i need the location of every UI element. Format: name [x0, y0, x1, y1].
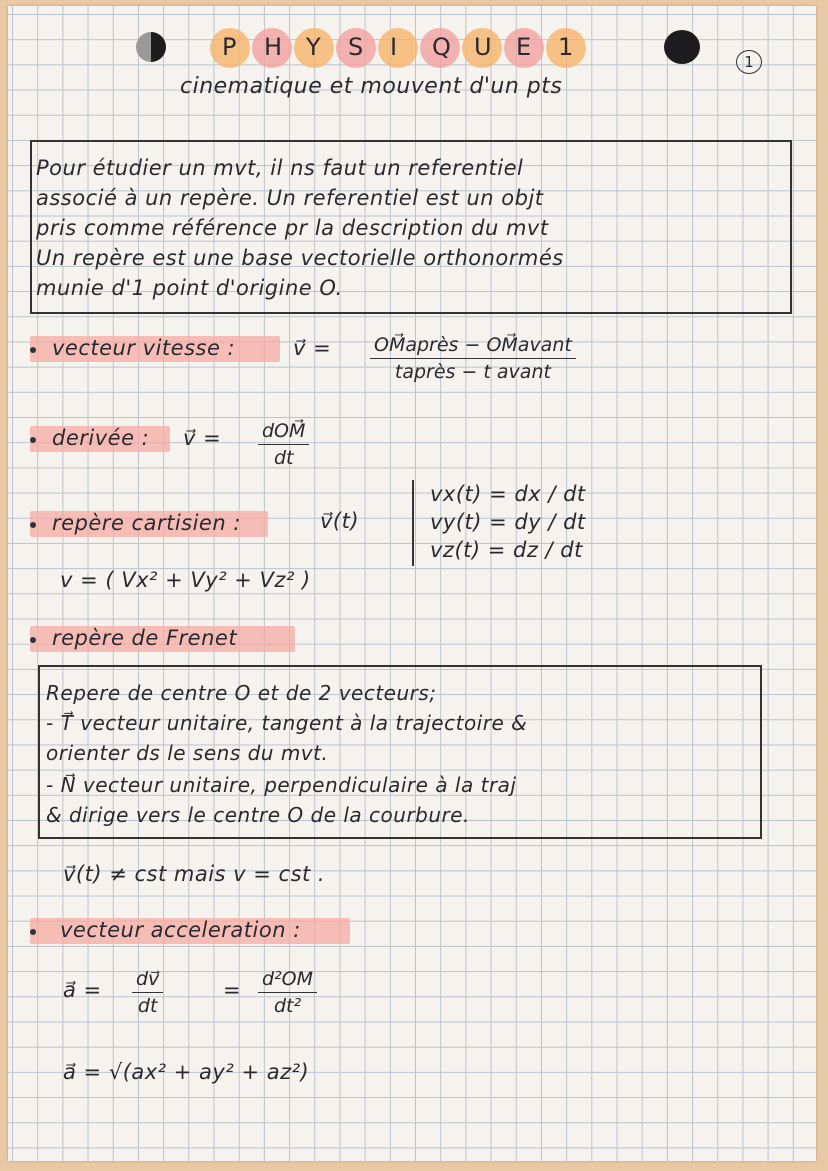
half-moon-icon: [136, 32, 166, 62]
page-subtitle: cinematique et mouvent d'un pts: [180, 74, 563, 99]
section-label-derivee: derivée :: [52, 426, 150, 450]
component-vy: vy(t) = dy / dt: [430, 510, 586, 534]
section-label-vitesse: vecteur vitesse :: [52, 336, 236, 360]
intro-line: associé à un repère. Un referentiel est un objt: [36, 186, 544, 210]
page-number-circle: [736, 50, 762, 74]
component-vx: vx(t) = dx / dt: [430, 482, 586, 506]
intro-line: pris comme référence pr la description du mvt: [36, 216, 549, 240]
title-letter: 1: [558, 33, 574, 61]
section-label-acceleration: vecteur acceleration :: [60, 918, 301, 942]
bullet: [30, 637, 36, 643]
title-letter: E: [516, 33, 532, 61]
title-letter: P: [222, 33, 237, 61]
title-letter: S: [348, 33, 364, 61]
intro-line: Un repère est une base vectorielle orthonormés: [36, 246, 564, 270]
bullet: [30, 929, 36, 935]
title-letter: I: [390, 33, 398, 61]
bullet: [30, 347, 36, 353]
acceleration-numerator-1: dv⃗: [132, 968, 163, 993]
title-letter: Y: [306, 33, 321, 61]
frenet-line: orienter ds le sens du mvt.: [46, 741, 329, 765]
bullet: [30, 437, 36, 443]
derivee-denominator: dt: [273, 447, 294, 469]
intro-line: munie d'1 point d'origine O.: [36, 276, 343, 300]
page-number: 1: [744, 53, 754, 71]
black-circle-icon: [664, 30, 700, 64]
graph-paper-page: [8, 6, 816, 1161]
acceleration-denominator-1: dt: [137, 995, 158, 1017]
intro-definition-box: [30, 140, 792, 314]
bullet: [30, 522, 36, 528]
brace-line: [412, 480, 414, 566]
acceleration-numerator-2: d²OM: [258, 968, 317, 993]
acceleration-denominator-2: dt²: [273, 995, 302, 1017]
frenet-note: v⃗(t) ≠ cst mais v = cst .: [63, 862, 326, 886]
section-label-frenet: repère de Frenet: [52, 626, 238, 650]
derivee-lhs: v⃗ =: [183, 426, 222, 450]
cartesien-lhs: v⃗(t): [320, 509, 360, 533]
derivee-fraction: [258, 420, 309, 469]
frenet-line: - N⃗ vecteur unitaire, perpendiculaire à la traj: [46, 773, 517, 797]
frenet-line: - T⃗ vecteur unitaire, tangent à la trajectoire &: [46, 711, 528, 735]
vitesse-lhs: v⃗ =: [293, 336, 332, 360]
frenet-line: Repere de centre O et de 2 vecteurs;: [46, 681, 437, 705]
vitesse-fraction: [370, 334, 576, 383]
acceleration-norm: a⃗ = √(ax² + ay² + az²): [63, 1060, 310, 1084]
vitesse-numerator: OM⃗après − OM⃗avant: [370, 334, 576, 359]
frenet-definition-box: [38, 665, 762, 839]
title-letter: H: [264, 33, 283, 61]
acceleration-fraction-2: [258, 968, 317, 1017]
acceleration-fraction-1: [132, 968, 163, 1017]
acceleration-lhs: a⃗ =: [63, 978, 102, 1002]
derivee-numerator: dOM⃗: [258, 420, 309, 445]
acceleration-equals: =: [223, 978, 242, 1002]
section-label-cartesien: repère cartisien :: [52, 511, 241, 535]
component-vz: vz(t) = dz / dt: [430, 538, 583, 562]
cartesien-norm: v = ( Vx² + Vy² + Vz² ): [60, 568, 311, 592]
frenet-line: & dirige vers le centre O de la courbure.: [46, 803, 470, 827]
title-letter: U: [474, 33, 492, 61]
intro-line: Pour étudier un mvt, il ns faut un referentiel: [36, 156, 524, 180]
title-letter-blob: [378, 28, 418, 68]
title-letter: Q: [432, 33, 451, 61]
vitesse-denominator: taprès − t avant: [394, 361, 551, 383]
